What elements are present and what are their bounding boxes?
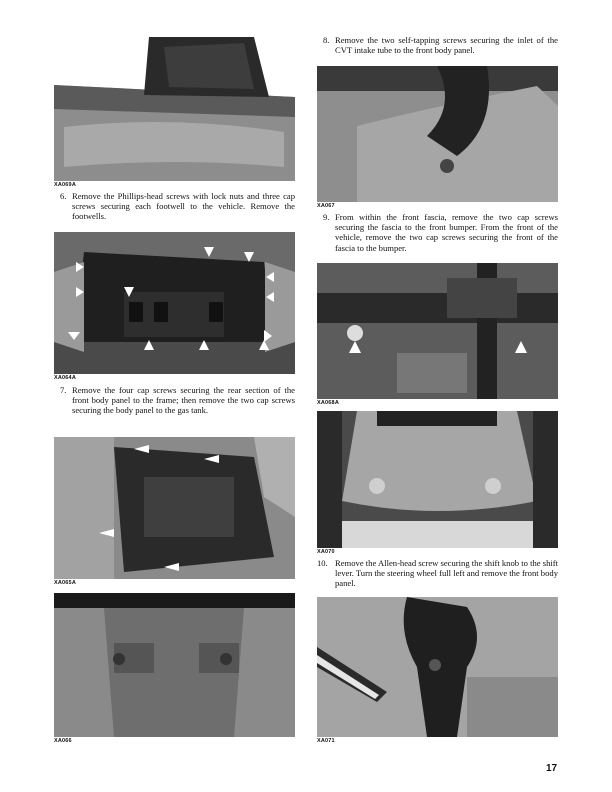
photo-xa066 (54, 593, 295, 737)
step-text: Remove the Phillips-head screws with lock nuts and three cap screws securing each footwell to the vehicle. Remove the footwells. (72, 191, 295, 222)
figure-code-xa066: XA066 (54, 738, 72, 744)
step-number: 6. (60, 191, 67, 201)
step-number: 9. (323, 212, 330, 222)
step-number: 10. (317, 558, 328, 568)
step-6 (60, 191, 295, 222)
photo-xa067 (317, 66, 558, 202)
step-9 (323, 212, 558, 253)
step-7 (60, 385, 295, 416)
figure-code-xa067: XA067 (317, 203, 335, 209)
step-number: 8. (323, 35, 330, 45)
step-number: 7. (60, 385, 67, 395)
photo-xa069a (54, 37, 295, 181)
step-10 (317, 558, 558, 589)
step-8 (323, 35, 558, 55)
figure-code-xa068a: XA068A (317, 400, 339, 406)
figure-code-xa070: XA070 (317, 549, 335, 555)
figure-code-xa064a: XA064A (54, 375, 76, 381)
photo-xa064a (54, 232, 295, 374)
photo-xa068a (317, 263, 558, 399)
step-text: From within the front fascia, remove the two cap screws securing the fascia to the front bumper. From the front of the vehicle, remove the two cap screws securing the front of the fascia to the bumper. (335, 212, 558, 253)
step-text: Remove the Allen-head screw securing the shift knob to the shift lever. Turn the steering wheel full left and remove the front body panel. (335, 558, 558, 589)
page-number: 17 (546, 763, 558, 774)
step-text: Remove the two self-tapping screws securing the inlet of the CVT intake tube to the front body panel. (335, 35, 558, 56)
photo-xa065a (54, 437, 295, 579)
step-text: Remove the four cap screws securing the rear section of the front body panel to the frame; then remove the two cap screws securing the body panel to the gas tank. (72, 385, 295, 416)
photo-xa071 (317, 597, 558, 737)
figure-code-xa069a: XA069A (54, 182, 76, 188)
figure-code-xa071: XA071 (317, 738, 335, 744)
photo-xa070 (317, 411, 558, 548)
figure-code-xa065a: XA065A (54, 580, 76, 586)
